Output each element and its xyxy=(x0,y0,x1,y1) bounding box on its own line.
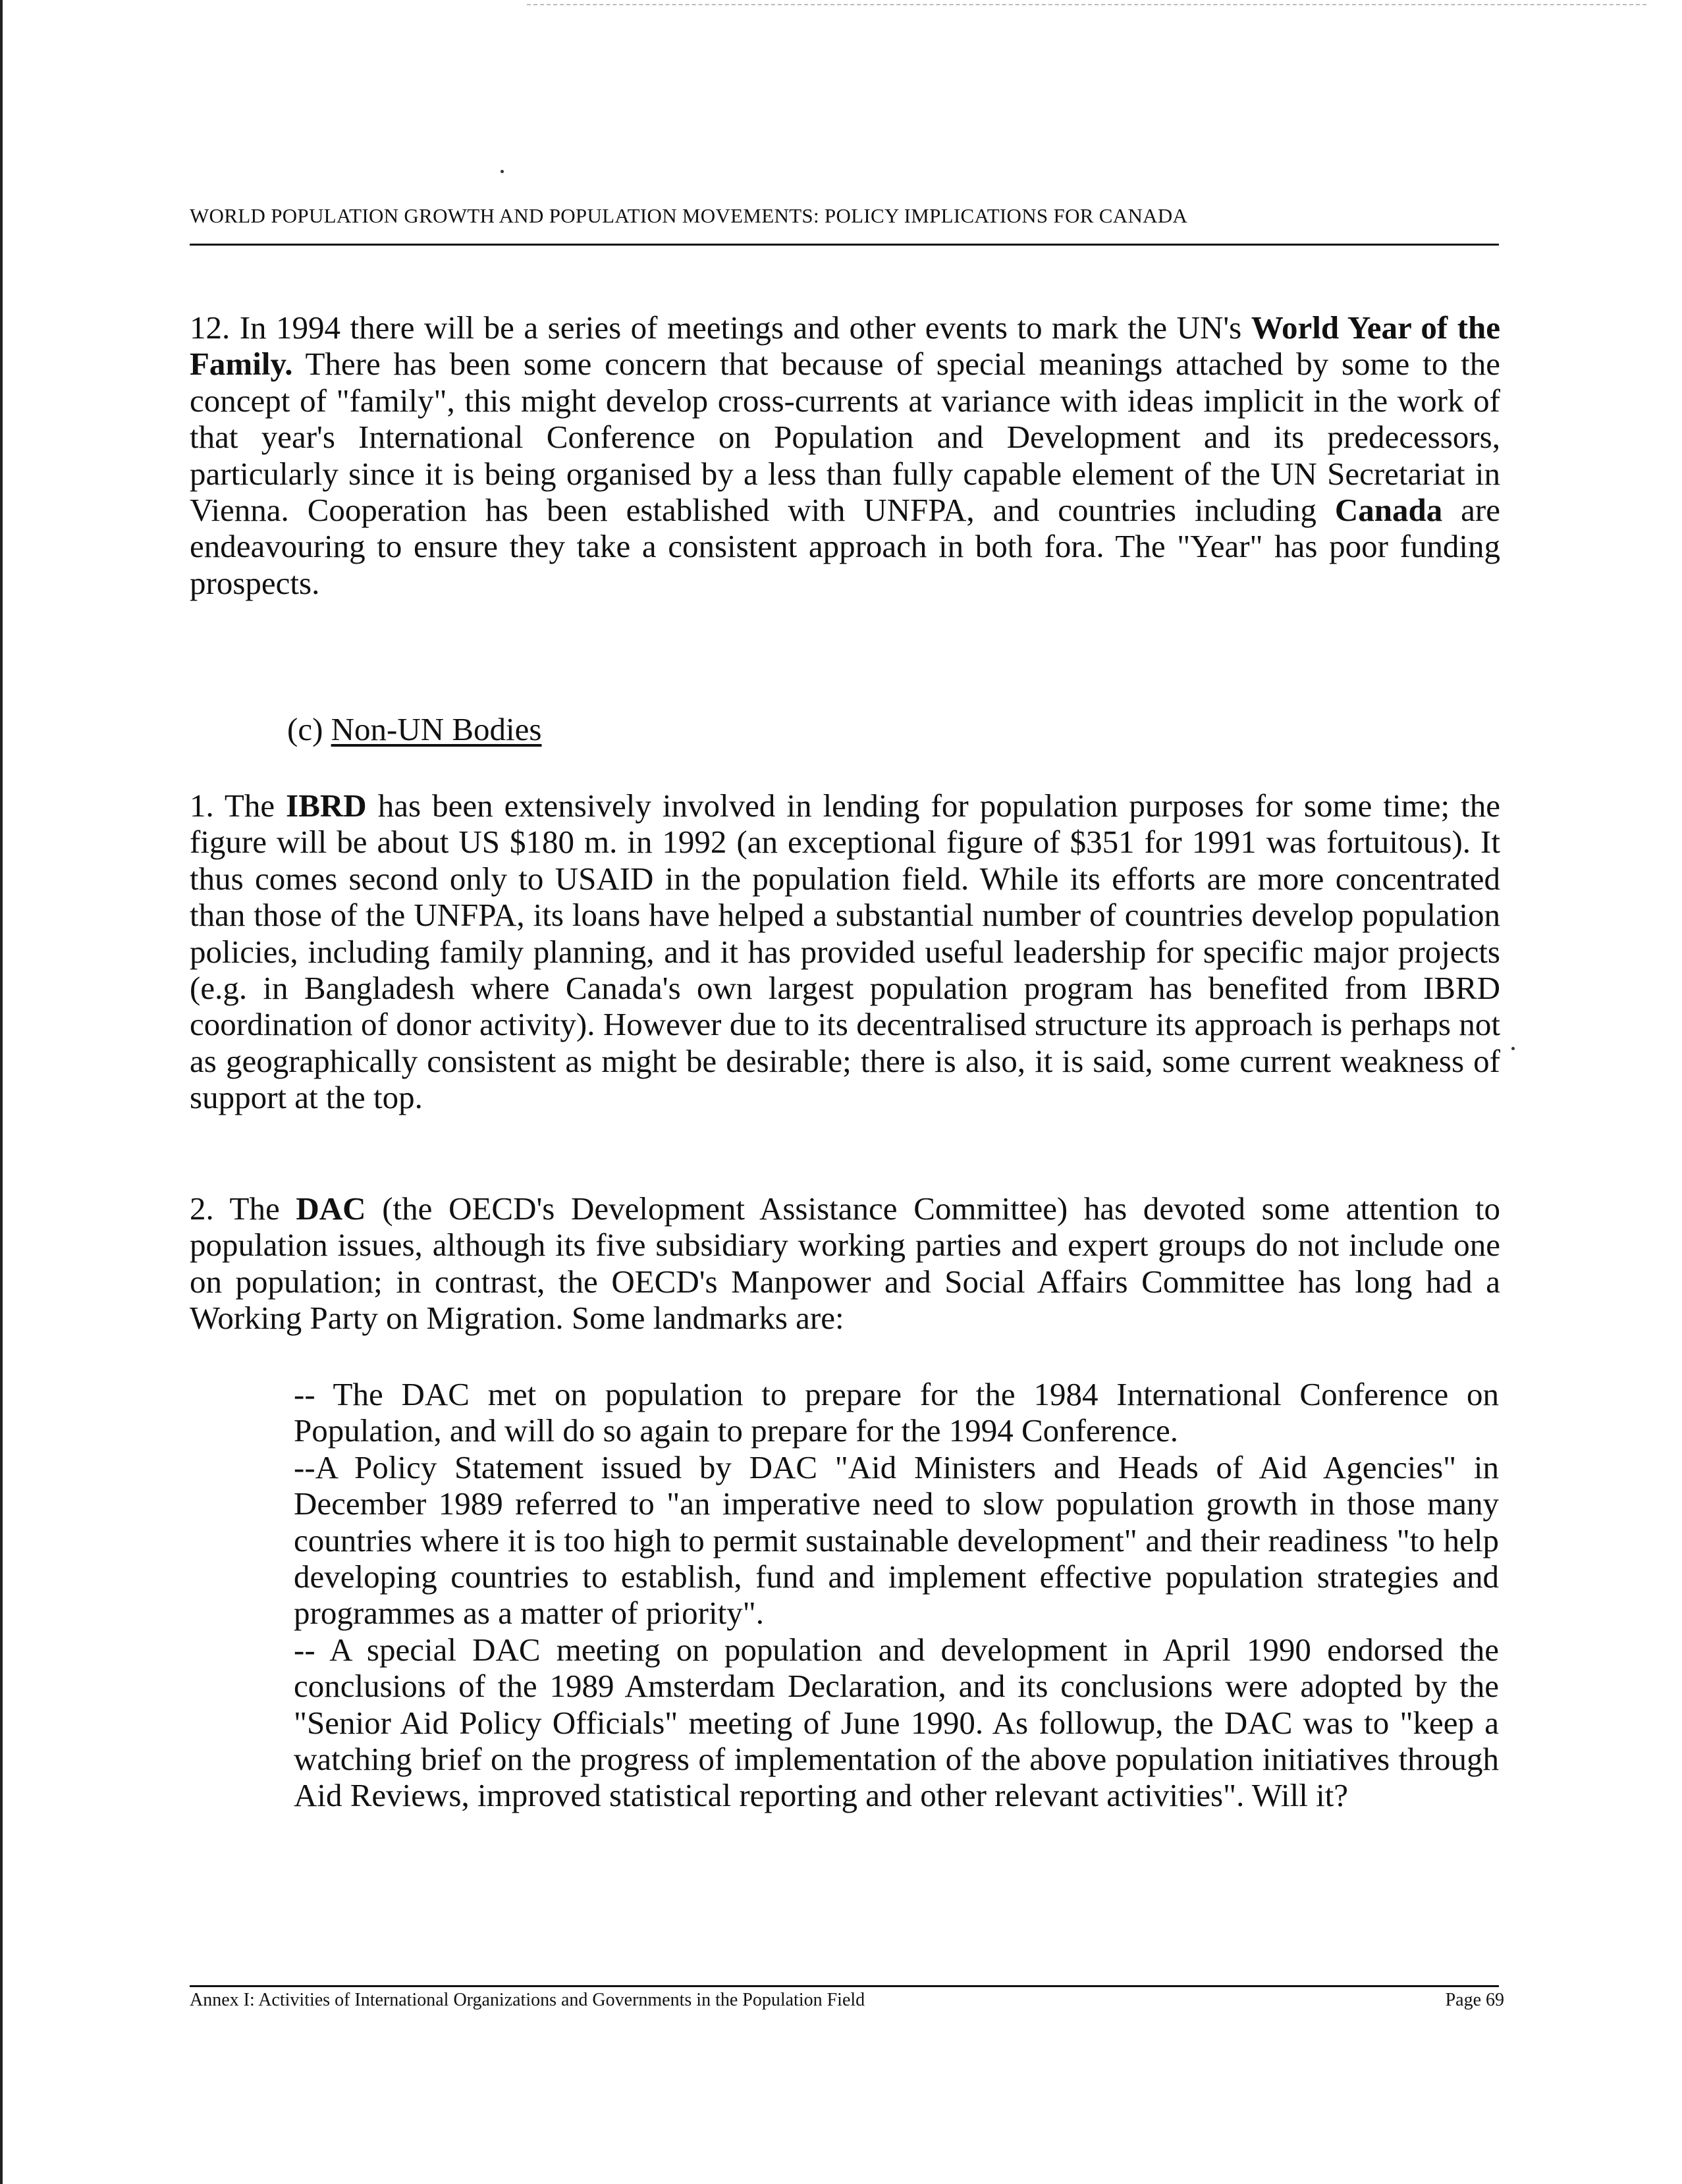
footer-rule xyxy=(190,1985,1499,1987)
scan-speck xyxy=(501,170,504,173)
section-c-prefix: (c) xyxy=(287,711,331,747)
para2-bold-dac: DAC xyxy=(296,1190,366,1227)
para12-bold-world-year: World Year of the Family. xyxy=(190,309,1500,383)
landmark-item: -- A special DAC meeting on population and development in April 1990 endorsed the conclusions of the 1989 Amsterdam Declaration, and its conclusions were adopted by the "Senior Aid Policy Officials" meeting of June 1990. As followup, the DAC was to "keep a watching brief on the progress of implementation of the above population initiatives through Aid Reviews, improved statistical reporting and other relevant activities". Will it? xyxy=(294,1631,1499,1814)
para1-text: has been extensively involved in lending for population purposes for some time; the figure will be about US $180 m. in 1992 (an exceptional figure of $351 for 1991 was fortuitous). It thus comes second only to USAID in the population field. While its efforts are more concentrated than those of the UNFPA, its loans have helped a substantial number of countries develop population policies, including family planning, and it has provided useful leadership for specific major projects (e.g. in Bangladesh where Canada's own largest population program has benefited from IBRD coordination of donor activity). However due to its decentralised structure its approach is perhaps not as geographically consistent as might be desirable; there is also, it is said, some current weakness of support at the top. xyxy=(190,787,1500,1116)
para12-lead: 12. In 1994 there will be a series of meetings and other events to mark the UN's xyxy=(190,309,1251,346)
header-rule xyxy=(190,244,1499,246)
scan-speck xyxy=(1511,1047,1515,1050)
para12-tail: are endeavouring to ensure they take a consistent approach in both fora. The "Year" has poor funding prospects. xyxy=(190,492,1500,601)
running-header: WORLD POPULATION GROWTH AND POPULATION MOVEMENTS: POLICY IMPLICATIONS FOR CANADA xyxy=(190,204,1188,227)
page-number: Page 69 xyxy=(1445,1990,1504,2010)
landmark-item: -- The DAC met on population to prepare for the 1984 International Conference on Population, and will do so again to prepare for the 1994 Conference. xyxy=(294,1376,1499,1449)
para2-lead: 2. The xyxy=(190,1190,296,1227)
para12-bold-canada: Canada xyxy=(1334,492,1443,529)
paragraph-12 xyxy=(190,309,1500,601)
landmark-item: --A Policy Statement issued by DAC "Aid Ministers and Heads of Aid Agencies" in December 1989 referred to "an imperative need to slow population growth in those many countries where it is too high to permit sustainable development" and their readiness "to help developing countries to establish, fund and implement effective population strategies and programmes as a matter of priority". xyxy=(294,1449,1499,1632)
paragraph-2-dac xyxy=(190,1190,1500,1337)
landmarks-list xyxy=(294,1376,1499,1814)
para12-mid: There has been some concern that because of special meanings attached by some to the concept of "family", this might develop cross-currents at variance with ideas implicit in the work of that year's International Conference on Population and Development and its predecessors, particularly since it is being organised by a less than fully capable element of the UN Secretariat in Vienna. Cooperation has been established with UNFPA, and countries including xyxy=(190,346,1500,529)
paragraph-1-ibrd xyxy=(190,787,1500,1116)
page-left-edge xyxy=(0,0,3,2184)
section-heading-c xyxy=(287,711,541,747)
footer-annex-title: Annex I: Activities of International Organizations and Governments in the Population Field xyxy=(190,1990,865,2010)
section-c-title: Non-UN Bodies xyxy=(331,711,542,747)
para1-bold-ibrd: IBRD xyxy=(286,787,367,824)
para2-text: (the OECD's Development Assistance Committee) has devoted some attention to population issues, although its five subsidiary working parties and expert groups do not include one on population; in contrast, the OECD's Manpower and Social Affairs Committee has long had a Working Party on Migration. Some landmarks are: xyxy=(190,1190,1501,1337)
para1-lead: 1. The xyxy=(190,787,286,824)
scan-top-edge xyxy=(527,4,1646,5)
